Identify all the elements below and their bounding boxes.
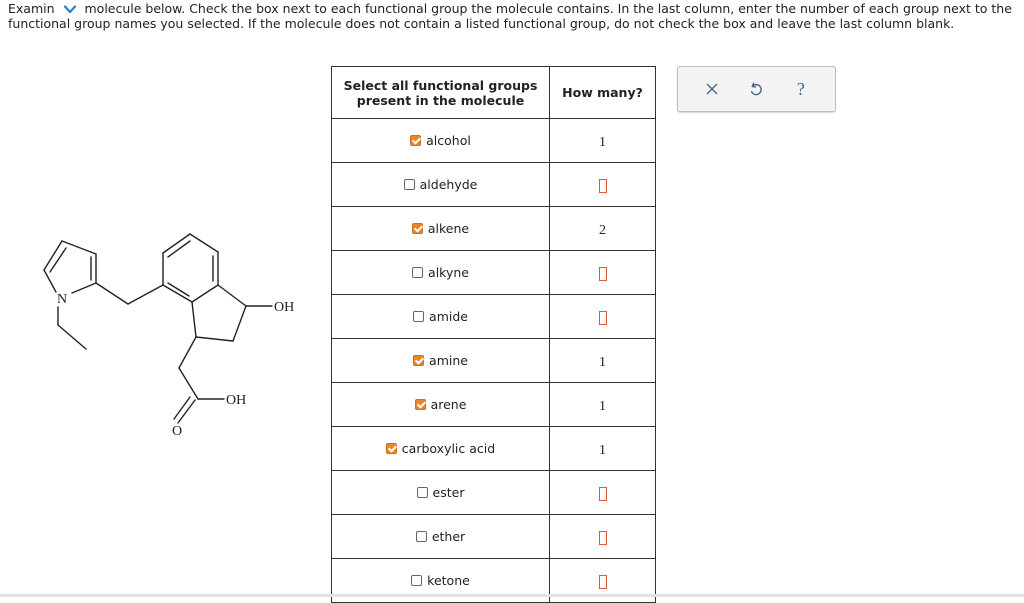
group-cell [332,471,550,515]
carbonyl-oxygen-label: O [172,424,183,439]
checkbox-unchecked[interactable] [417,487,428,498]
count-cell [550,163,656,207]
group-option-amine[interactable] [413,353,468,368]
checkbox-checked[interactable] [412,223,423,234]
table-row [332,471,656,515]
group-option-carboxylic-acid[interactable] [386,441,495,456]
group-option-ester[interactable] [417,485,465,500]
groups-header-line-1: Select all functional groups [343,77,538,93]
checkbox-unchecked[interactable] [404,179,415,190]
count-column-header: How many? [550,67,656,119]
group-label: aldehyde [419,177,478,192]
undo-icon[interactable] [741,74,771,104]
group-cell [332,295,550,339]
group-option-alcohol[interactable] [410,133,471,148]
group-cell [332,207,550,251]
table-row [332,163,656,207]
count-input[interactable] [599,487,607,501]
count-input[interactable] [599,179,607,193]
functional-groups-body [332,119,656,603]
group-option-amide[interactable] [413,309,468,324]
groups-column-header [332,67,550,119]
count-cell [550,295,656,339]
group-cell [332,251,550,295]
count-value[interactable]: 1 [599,354,606,370]
group-label: alkene [427,221,470,236]
count-cell [550,339,656,383]
count-input[interactable] [599,311,607,325]
group-option-ether[interactable] [416,529,465,544]
checkbox-unchecked[interactable] [412,267,423,278]
molecule-structure [30,225,295,445]
group-label: alcohol [426,133,471,148]
group-label: alkyne [428,265,469,280]
group-label: ether [431,529,466,544]
table-row [332,251,656,295]
functional-groups-table [331,66,656,603]
group-cell [332,515,550,559]
table-row [332,207,656,251]
checkbox-checked[interactable] [413,355,424,366]
group-label: ketone [427,573,470,588]
group-option-ketone[interactable] [411,573,470,588]
group-cell [332,119,550,163]
nitrogen-label: N [57,292,68,307]
count-input[interactable] [599,575,607,589]
table-row [332,427,656,471]
table-row [332,383,656,427]
checkbox-unchecked[interactable] [416,531,427,542]
group-option-alkene[interactable] [412,221,469,236]
count-cell [550,119,656,163]
instructions-text-rest: molecule below. Check the box next to each functional group the molecule contains. In the last column, enter the number of each group next to the [84,1,1012,16]
checkbox-checked[interactable] [386,443,397,454]
instructions-line-2: functional group names you selected. If the molecule does not contain a listed functional group, do not check the box and leave the last column blank. [8,16,955,31]
count-cell [550,427,656,471]
answer-toolbox [677,66,836,112]
group-option-arene[interactable] [415,397,467,412]
table-row [332,295,656,339]
group-label: arene [430,397,467,412]
count-input[interactable] [599,531,607,545]
count-cell [550,471,656,515]
group-label: carboxylic acid [401,441,496,456]
bottom-scroll-track [0,594,1024,597]
checkbox-checked[interactable] [410,135,421,146]
count-value[interactable]: 1 [599,134,606,150]
count-value[interactable]: 1 [599,398,606,414]
checkbox-unchecked[interactable] [413,311,424,322]
group-label: amide [429,309,468,324]
count-value[interactable]: 1 [599,442,606,458]
chevron-down-icon[interactable] [59,1,81,16]
group-option-alkyne[interactable] [412,265,469,280]
group-label: ester [432,485,465,500]
group-cell [332,339,550,383]
checkbox-checked[interactable] [415,399,426,410]
checkbox-unchecked[interactable] [411,575,422,586]
groups-header-line-2: present in the molecule [356,92,525,108]
count-cell [550,207,656,251]
molecule-drawing [30,225,295,445]
hydroxyl-label-acid: OH [226,393,247,408]
help-glyph: ? [796,78,805,99]
count-value[interactable]: 2 [599,222,606,238]
group-cell [332,383,550,427]
count-cell [550,383,656,427]
group-cell [332,163,550,207]
close-icon[interactable] [697,74,727,104]
table-row [332,119,656,163]
group-cell [332,427,550,471]
count-cell [550,515,656,559]
instructions [8,1,1018,31]
table-row [332,339,656,383]
table-header-row [332,67,656,119]
group-label: amine [429,353,468,368]
help-icon[interactable] [786,74,816,104]
instructions-line-1 [8,1,1018,16]
table-row [332,515,656,559]
count-cell [550,251,656,295]
count-input[interactable] [599,267,607,281]
instructions-text-start: Examin [8,1,55,16]
hydroxyl-label-ring: OH [274,300,295,315]
group-option-aldehyde[interactable] [404,177,478,192]
